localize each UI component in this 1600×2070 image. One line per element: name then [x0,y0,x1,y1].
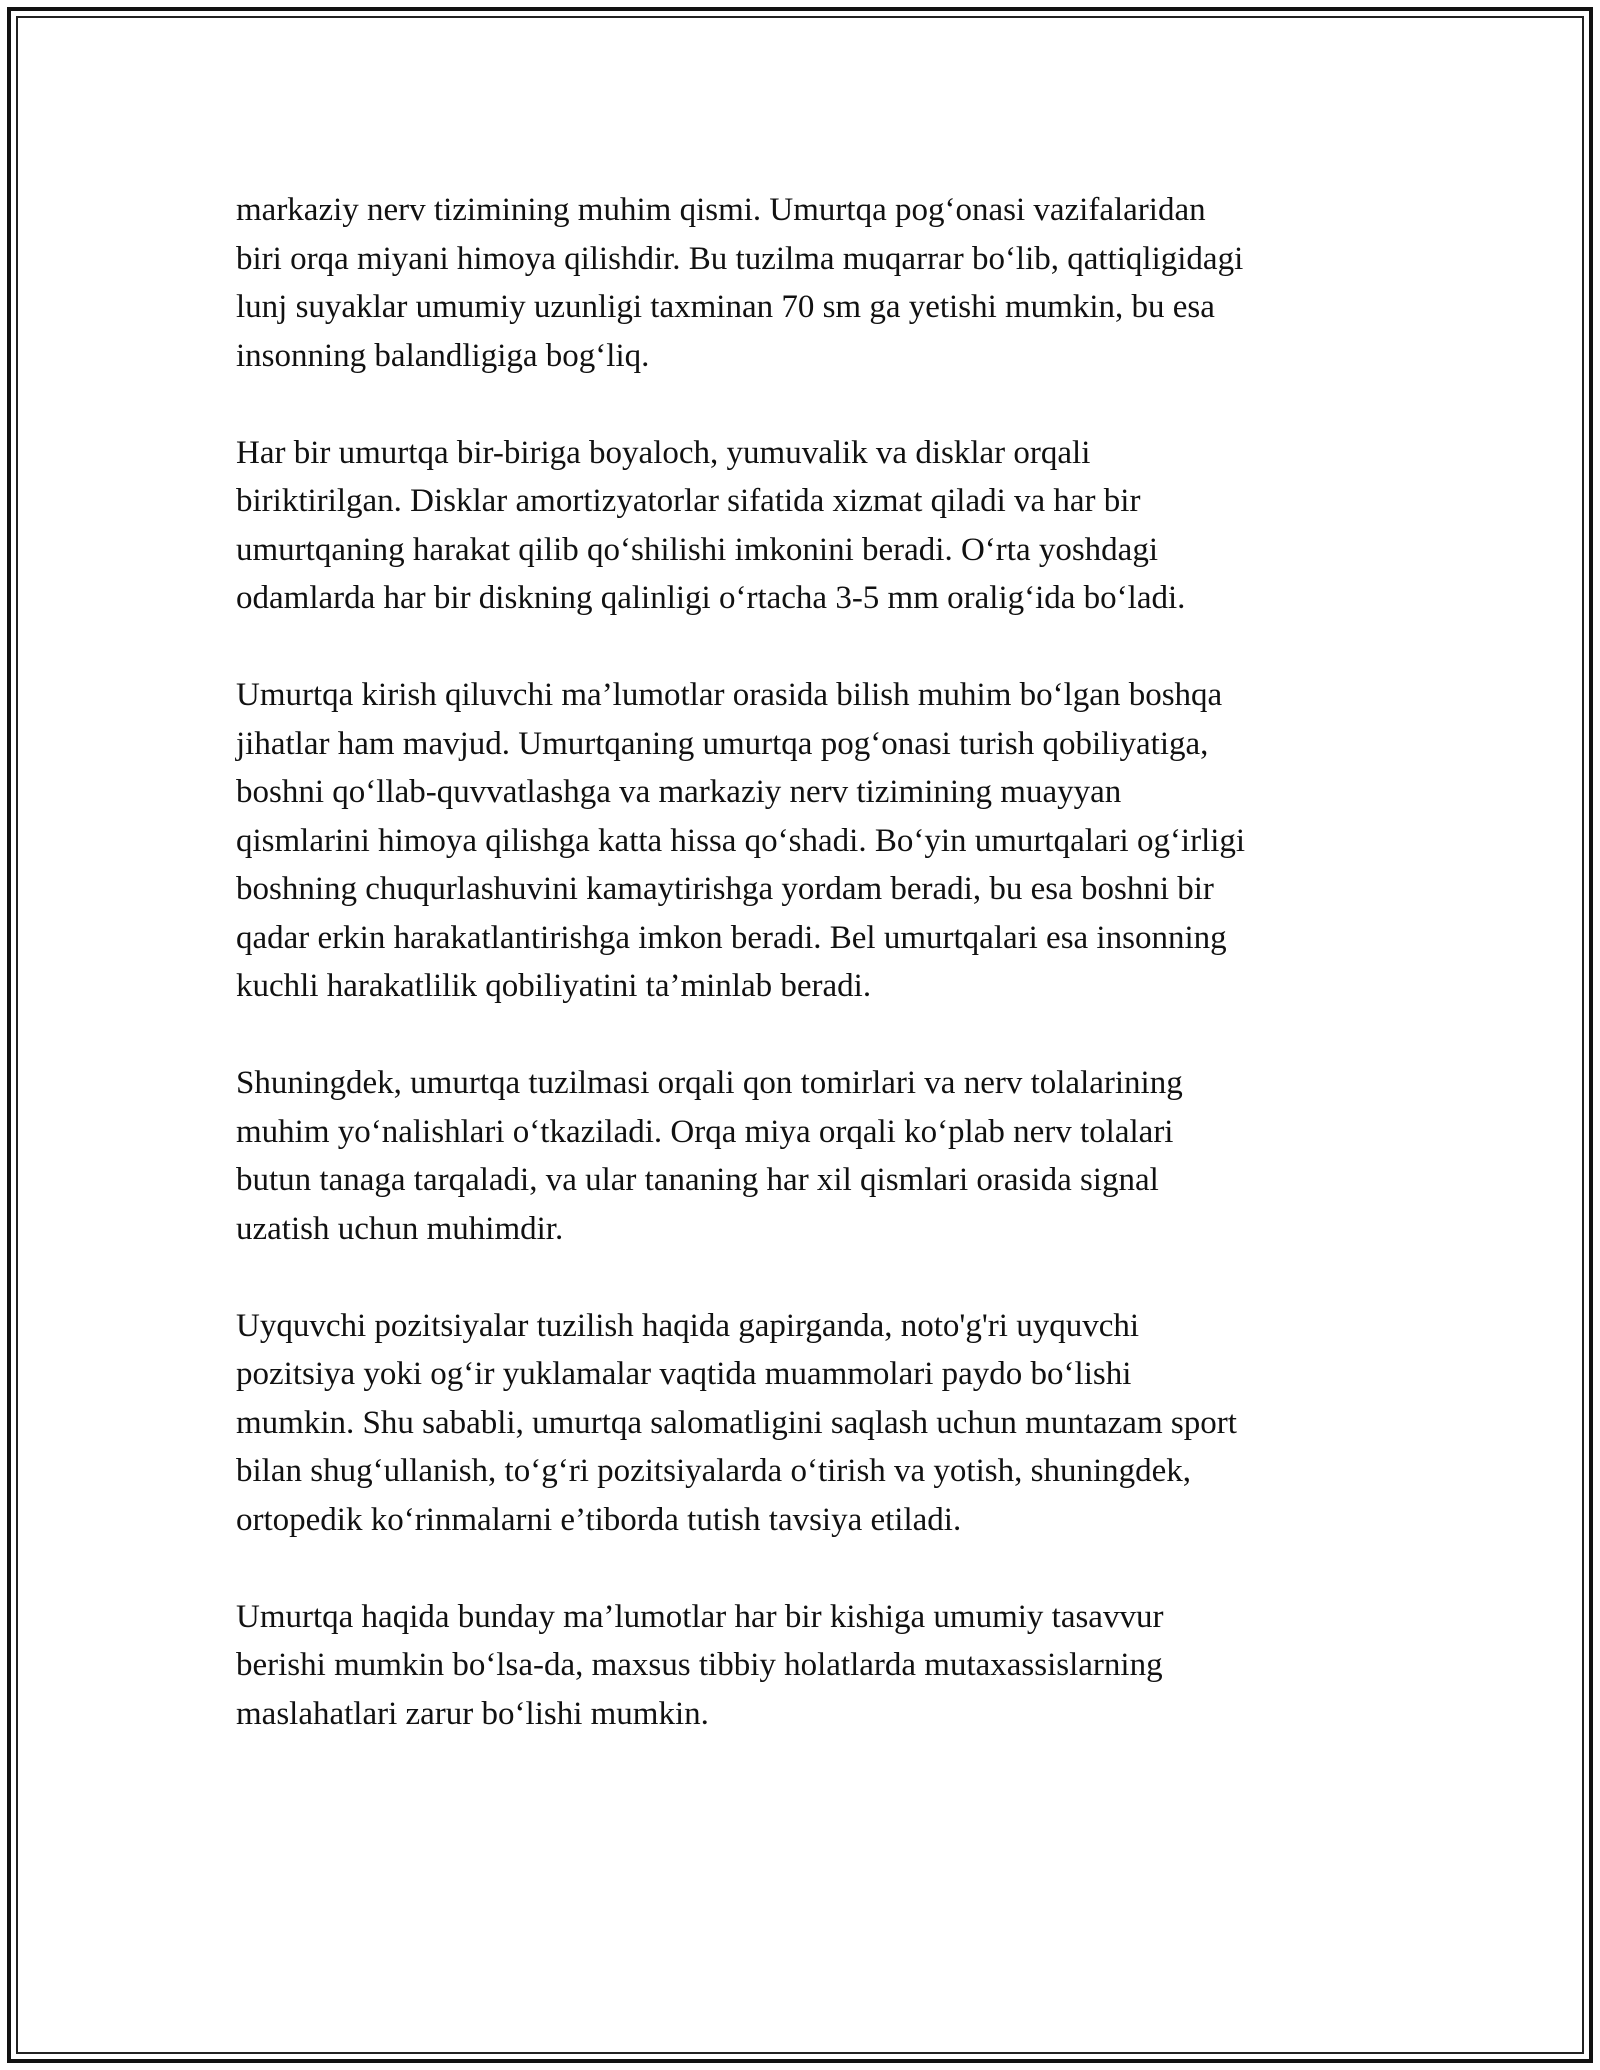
text-line: Umurtqa haqida bunday ma’lumotlar har bir kishiga umumiy tasavvur [236,1598,1164,1635]
text-line: Shuningdek, umurtqa tuzilmasi orqali qon tomirlari va nerv tolalarining [236,1065,1183,1101]
document-body [236,186,1376,1787]
text-line: ortopedik ko‘rinmalarni e’tiborda tutish tavsiya etiladi. [236,1501,962,1538]
text-line: Umurtqa kirish qiluvchi ma’lumotlar orasida bilish muhim bo‘lgan boshqa [236,677,1223,713]
text-line: umurtqaning harakat qilib qo‘shilishi imkonini beradi. O‘rta yoshdagi [236,531,1159,568]
text-line: biriktirilgan. Disklar amortizyatorlar sifatida xizmat qiladi va har bir [236,483,1141,519]
text-line: Uyquvchi pozitsiyalar tuzilish haqida gapirganda, noto'g'ri uyquvchi [236,1307,1140,1344]
text-line: butun tanaga tarqaladi, va ular tananing har xil qismlari orasida signal [236,1162,1159,1198]
text-line: kuchli harakatlilik qobiliyatini ta’minlab beradi. [236,968,872,1004]
text-line: qadar erkin harakatlantirishga imkon beradi. Bel umurtqalari esa insonning [236,919,1227,956]
paragraph [236,1593,1376,1739]
text-line: boshning chuqurlashuvini kamaytirishga yordam beradi, bu esa boshni bir [236,871,1214,907]
text-line: bilan shug‘ullanish, to‘g‘ri pozitsiyalarda o‘tirish va yotish, shuningdek, [236,1453,1192,1489]
text-line: boshni qo‘llab-quvvatlashga va markaziy nerv tizimining muayyan [236,774,1122,810]
text-line: muhim yo‘nalishlari o‘tkaziladi. Orqa miya orqali ko‘plab nerv tolalari [236,1113,1174,1150]
paragraph [236,671,1376,1011]
text-line: biri orqa miyani himoya qilishdir. Bu tuzilma muqarrar bo‘lib, qattiqligidagi [236,240,1244,277]
text-line: odamlarda har bir diskning qalinligi o‘rtacha 3-5 mm oralig‘ida bo‘ladi. [236,580,1186,616]
paragraph [236,1302,1376,1545]
paragraph [236,1059,1376,1253]
text-line: jihatlar ham mavjud. Umurtqaning umurtqa pog‘onasi turish qobiliyatiga, [236,725,1209,762]
text-line: markaziy nerv tizimining muhim qismi. Umurtqa pog‘onasi vazifalaridan [236,192,1206,228]
text-line: mumkin. Shu sababli, umurtqa salomatligini saqlash uchun muntazam sport [236,1404,1237,1441]
paragraph [236,429,1376,623]
paragraph [236,186,1376,380]
text-line: lunj suyaklar umumiy uzunligi taxminan 70 sm ga yetishi mumkin, bu esa [236,289,1215,325]
text-line: qismlarini himoya qilishga katta hissa qo‘shadi. Bo‘yin umurtqalari og‘irligi [236,822,1246,859]
text-line: insonning balandligiga bog‘liq. [236,337,650,374]
text-line: uzatish uchun muhimdir. [236,1210,564,1247]
text-line: maslahatlari zarur bo‘lishi mumkin. [236,1695,709,1732]
text-line: pozitsiya yoki og‘ir yuklamalar vaqtida muammolari paydo bo‘lishi [236,1356,1132,1392]
text-line: Har bir umurtqa bir-biriga boyaloch, yumuvalik va disklar orqali [236,434,1091,471]
text-line: berishi mumkin bo‘lsa-da, maxsus tibbiy holatlarda mutaxassislarning [236,1647,1163,1683]
